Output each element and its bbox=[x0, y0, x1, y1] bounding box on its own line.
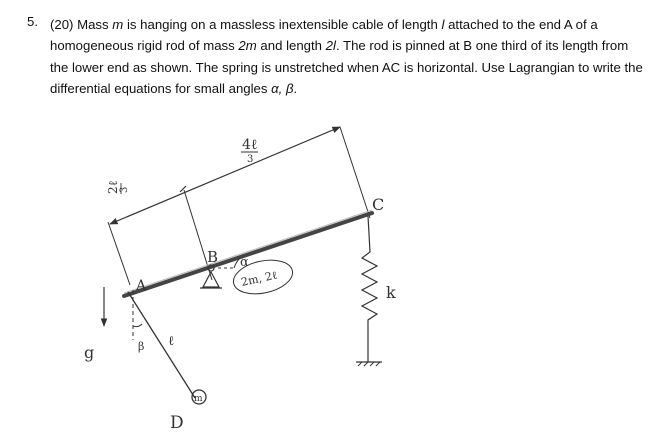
dimension-label-right-num: 4ℓ bbox=[242, 137, 258, 153]
text-var-m: m bbox=[112, 17, 124, 32]
text-part: is hanging on a massless inextensible cable of length bbox=[123, 17, 442, 32]
dimension-label-left-num: 2ℓ bbox=[106, 180, 120, 194]
gravity-label: g bbox=[84, 343, 95, 362]
dimension-label-right-den: 3 bbox=[247, 154, 254, 165]
rod-label: 2m, 2ℓ bbox=[239, 268, 279, 289]
text-part: and length bbox=[256, 38, 326, 54]
point-label-A: A bbox=[136, 278, 147, 294]
text-part: (20) Mass bbox=[50, 17, 113, 32]
mass-label: m bbox=[194, 394, 203, 404]
text-part: attached to the end A of a homogeneous rigid rod of mass bbox=[50, 17, 598, 54]
dimension-label-left-den: 3 bbox=[119, 186, 130, 193]
dimension-tick bbox=[180, 186, 186, 192]
extension-line-left bbox=[108, 222, 130, 285]
point-label-D: D bbox=[170, 413, 184, 433]
spring-constant-label: k bbox=[386, 283, 396, 302]
beta-arc bbox=[133, 324, 142, 327]
angle-label-alpha: α bbox=[240, 255, 249, 270]
text-var-2l: 2l bbox=[325, 38, 336, 54]
point-label-B: B bbox=[207, 248, 219, 266]
point-label-C: C bbox=[372, 195, 385, 214]
spring bbox=[362, 216, 377, 362]
extension-line-right bbox=[340, 127, 370, 218]
dimension-line bbox=[110, 127, 340, 224]
problem-number: 5. bbox=[27, 14, 38, 29]
text-part: . The rod is pinned at B one third of its length from the lower end as shown. The spring is unstretched when AC is horizontal. Use Lagrangian to write the differential equations for small angles bbox=[50, 38, 643, 96]
text-var-angles: α, β bbox=[271, 80, 294, 96]
cable-length-label: ℓ bbox=[168, 334, 175, 349]
text-part: . bbox=[293, 80, 298, 96]
angle-label-beta: β bbox=[138, 340, 145, 353]
text-var-2m: 2m bbox=[238, 38, 257, 54]
text-var-l: l bbox=[441, 17, 445, 32]
